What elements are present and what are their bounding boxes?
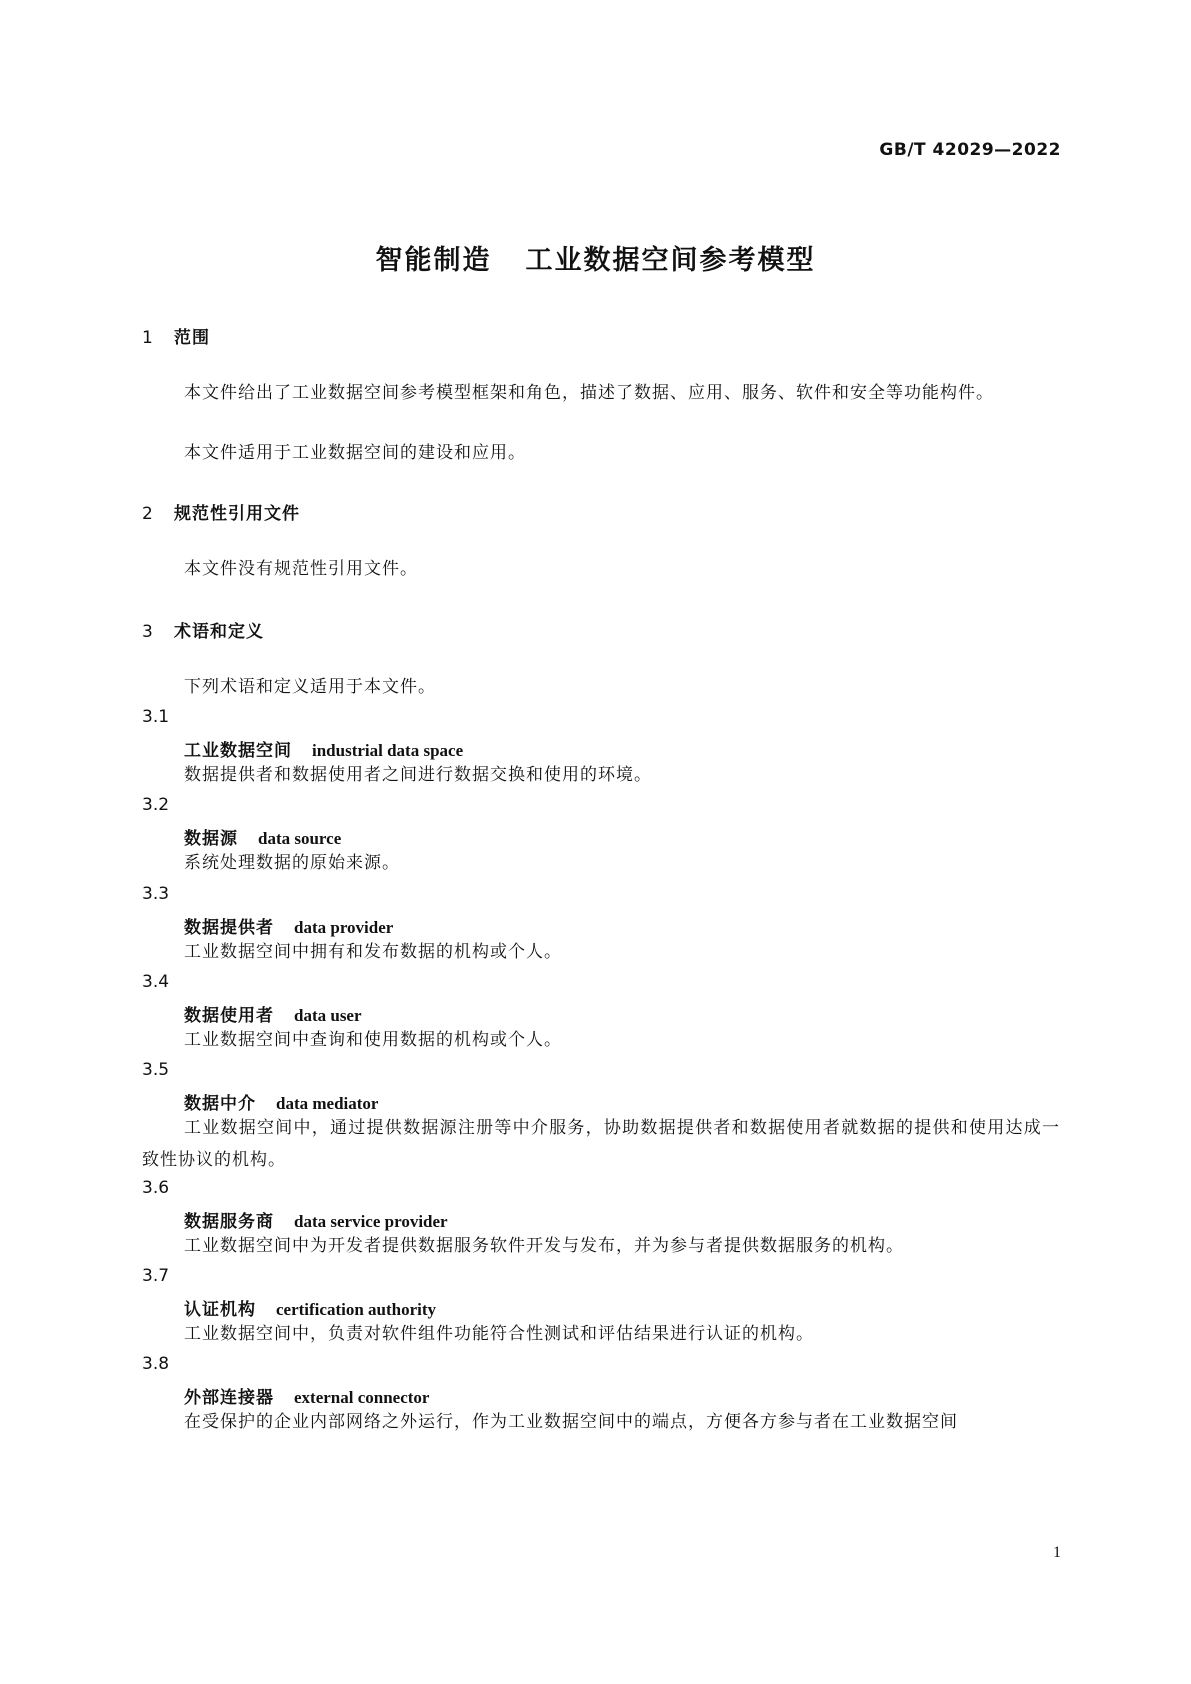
paragraph: 本文件给出了工业数据空间参考模型框架和角色，描述了数据、应用、服务、软件和安全等功能构件。 [184,383,994,403]
term-entry [184,736,463,761]
term-zh: 数据使用者 [184,1006,274,1026]
term-zh: 外部连接器 [184,1388,274,1408]
section-number: 2 [142,504,154,524]
term-en: external connector [294,1388,430,1407]
page-number: 1 [1053,1544,1061,1561]
term-en: data user [294,1006,362,1025]
paragraph: 本文件适用于工业数据空间的建设和应用。 [184,443,526,463]
term-number: 3.1 [142,707,170,727]
term-number: 3.5 [142,1060,170,1080]
term-entry [184,1001,362,1026]
section-heading-terms-definitions [142,617,264,642]
section-title: 规范性引用文件 [174,504,300,524]
term-number: 3.2 [142,795,170,815]
term-entry [184,1383,429,1408]
term-definition: 工业数据空间中，负责对软件组件功能符合性测试和评估结果进行认证的机构。 [184,1324,814,1344]
term-en: data source [258,829,342,848]
document-title [0,238,1191,277]
term-zh: 认证机构 [184,1300,256,1320]
section-number: 1 [142,328,154,348]
term-en: data provider [294,918,394,937]
term-entry [184,913,393,938]
term-en: industrial data space [312,741,464,760]
term-number: 3.6 [142,1178,170,1198]
term-number: 3.4 [142,972,170,992]
section-number: 3 [142,622,154,642]
term-definition: 工业数据空间中，通过提供数据源注册等中介服务，协助数据提供者和数据使用者就数据的提供和使用达成一致性协议的机构。 [142,1118,1060,1170]
term-en: data service provider [294,1212,448,1231]
term-zh: 数据源 [184,829,238,849]
title-part-2: 工业数据空间参考模型 [525,245,816,276]
paragraph: 本文件没有规范性引用文件。 [184,559,418,579]
term-definition: 工业数据空间中拥有和发布数据的机构或个人。 [184,942,562,962]
section-heading-normative-references [142,499,300,524]
term-entry [184,1295,436,1320]
term-definition: 数据提供者和数据使用者之间进行数据交换和使用的环境。 [184,765,652,785]
term-zh: 工业数据空间 [184,741,292,761]
section-title: 范围 [174,328,210,348]
title-part-1: 智能制造 [375,245,492,276]
term-definition: 工业数据空间中为开发者提供数据服务软件开发与发布，并为参与者提供数据服务的机构。 [184,1236,904,1256]
standard-code: GB/T 42029—2022 [879,140,1061,160]
term-entry [184,1207,448,1232]
term-number: 3.3 [142,884,170,904]
term-zh: 数据服务商 [184,1212,274,1232]
section-title: 术语和定义 [174,622,264,642]
term-number: 3.8 [142,1354,170,1374]
term-definition: 在受保护的企业内部网络之外运行，作为工业数据空间中的端点，方便各方参与者在工业数据空间 [184,1412,958,1432]
paragraph: 下列术语和定义适用于本文件。 [184,677,436,697]
term-zh: 数据提供者 [184,918,274,938]
term-en: certification authority [276,1300,437,1319]
term-zh: 数据中介 [184,1094,256,1114]
term-definition: 系统处理数据的原始来源。 [184,853,400,873]
term-number: 3.7 [142,1266,170,1286]
term-entry [184,1089,378,1114]
term-en: data mediator [276,1094,379,1113]
section-heading-scope [142,323,210,348]
term-definition: 工业数据空间中查询和使用数据的机构或个人。 [184,1030,562,1050]
term-entry [184,824,341,849]
